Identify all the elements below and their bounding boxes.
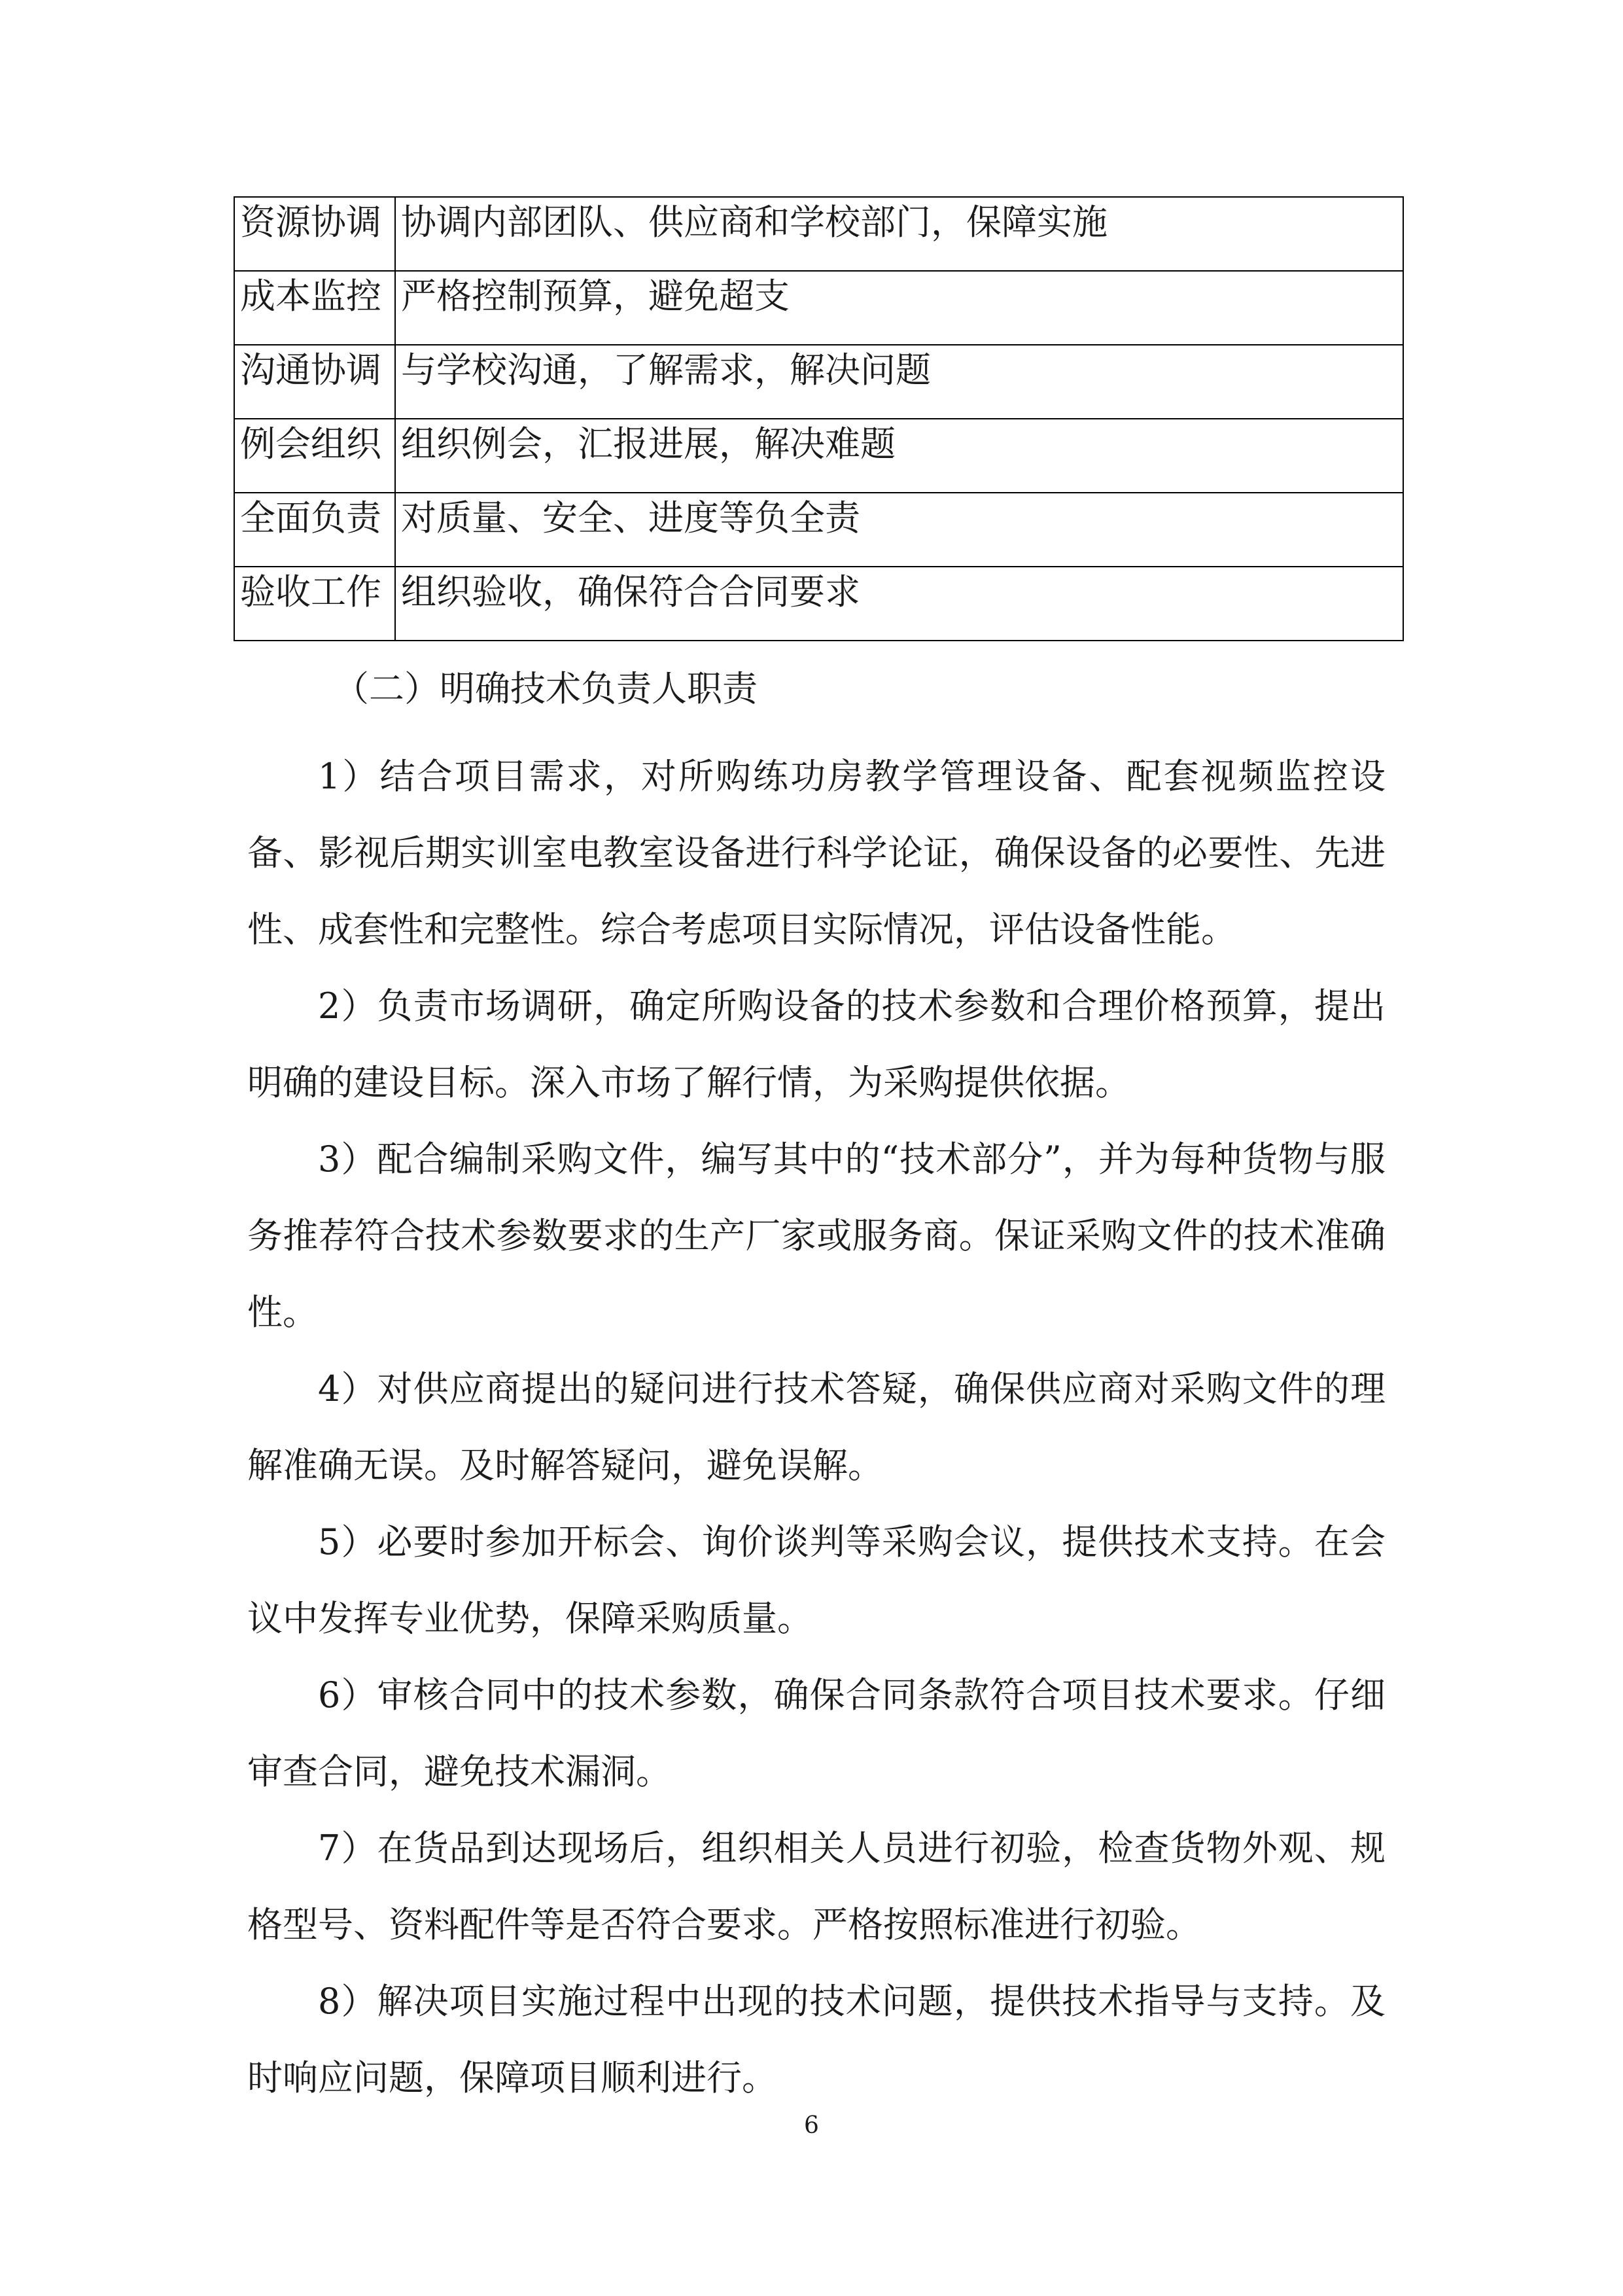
paragraph: 2）负责市场调研，确定所购设备的技术参数和合理价格预算，提出明确的建设目标。深入市场了解行情，为采购提供依据。: [247, 985, 1386, 1103]
table-row: [234, 345, 1403, 419]
role-cell: 例会组织: [234, 419, 395, 493]
table-row: [234, 567, 1403, 641]
role-cell: 成本监控: [234, 271, 395, 345]
table-row: [234, 493, 1403, 567]
paragraph: 3）配合编制采购文件，编写其中的“技术部分”，并为每种货物与服务推荐符合技术参数要求的生产厂家或服务商。保证采购文件的技术准确性。: [247, 1139, 1386, 1333]
description-cell: 与学校沟通，了解需求，解决问题: [395, 345, 1403, 419]
role-cell: 验收工作: [234, 567, 395, 641]
paragraph: 6）审核合同中的技术参数，确保合同条款符合项目技术要求。仔细审查合同，避免技术漏洞。: [247, 1674, 1386, 1792]
description-cell: 对质量、安全、进度等负全责: [395, 493, 1403, 567]
description-cell: 组织验收，确保符合合同要求: [395, 567, 1403, 641]
section-heading: （二）明确技术负责人职责: [334, 668, 758, 709]
paragraph: 5）必要时参加开标会、询价谈判等采购会议，提供技术支持。在会议中发挥专业优势，保障采购质量。: [247, 1521, 1386, 1639]
role-cell: 资源协调: [234, 197, 395, 271]
paragraph: 8）解决项目实施过程中出现的技术问题，提供技术指导与支持。及时响应问题，保障项目顺利进行。: [247, 1981, 1386, 2098]
description-cell: 协调内部团队、供应商和学校部门，保障实施: [395, 197, 1403, 271]
description-cell: 组织例会，汇报进展，解决难题: [395, 419, 1403, 493]
page-number: 6: [804, 2112, 819, 2139]
paragraph: 1）结合项目需求，对所购练功房教学管理设备、配套视频监控设备、影视后期实训室电教室设备进行科学论证，确保设备的必要性、先进性、成套性和完整性。综合考虑项目实际情况，评估设备性能。: [247, 756, 1386, 950]
body-text: [247, 738, 1386, 2116]
role-cell: 全面负责: [234, 493, 395, 567]
description-cell: 严格控制预算，避免超支: [395, 271, 1403, 345]
table-row: [234, 271, 1403, 345]
table-row: [234, 419, 1403, 493]
paragraph: 4）对供应商提出的疑问进行技术答疑，确保供应商对采购文件的理解准确无误。及时解答疑问，避免误解。: [247, 1368, 1386, 1486]
responsibility-table: [234, 196, 1404, 641]
table-row: [234, 197, 1403, 271]
paragraph: 7）在货品到达现场后，组织相关人员进行初验，检查货物外观、规格型号、资料配件等是否符合要求。严格按照标准进行初验。: [247, 1828, 1386, 1945]
role-cell: 沟通协调: [234, 345, 395, 419]
